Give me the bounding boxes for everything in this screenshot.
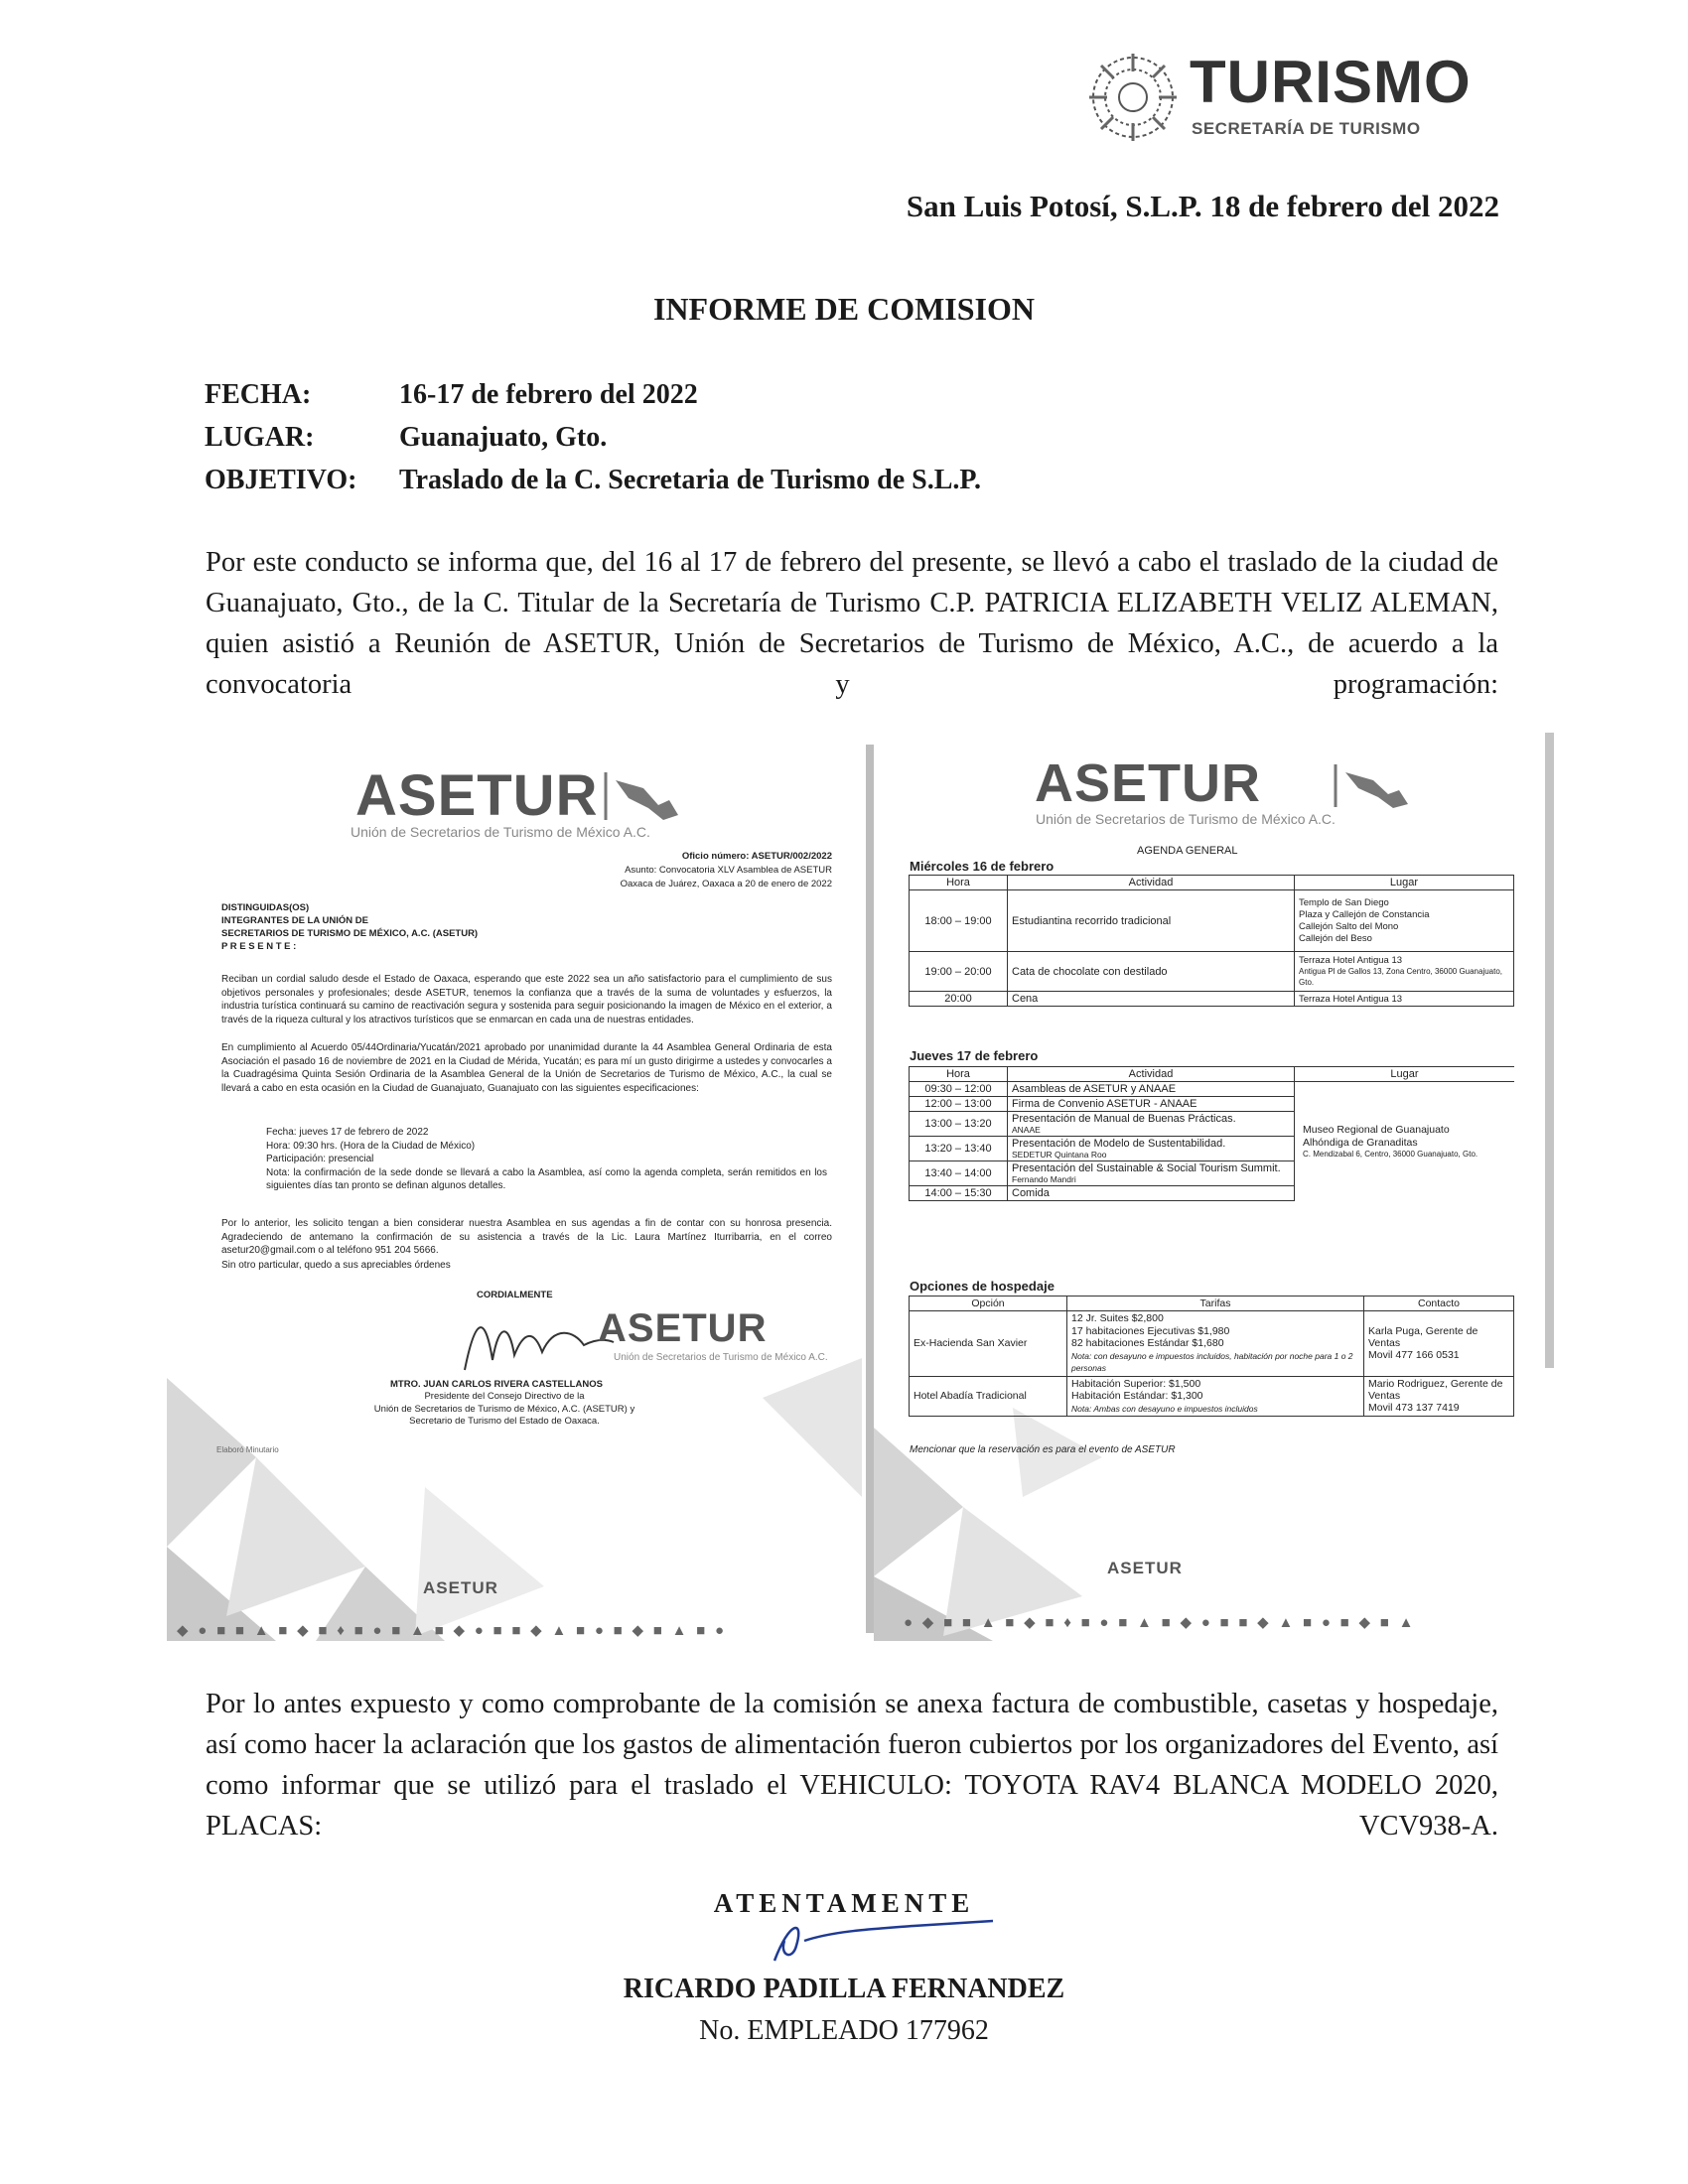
table-row bbox=[910, 1082, 1515, 1097]
table-row bbox=[910, 952, 1514, 992]
contacto-line: Movil 473 137 7419 bbox=[1368, 1402, 1460, 1415]
lugar-line: Templo de San Diego bbox=[1299, 896, 1389, 908]
cell-actividad: Cata de chocolate con destilado bbox=[1008, 952, 1295, 992]
signer-role-line: Unión de Secretarios de Turismo de México, A.C. (ASETUR) y bbox=[373, 1403, 635, 1415]
letter-paragraph-2: En cumplimiento al Acuerdo 05/44Ordinaria/Yucatán/2021 aprobado por unanimidad durante la 44 Asamblea General Ordinaria de esta Asociación el pasado 16 de noviembre de 2021 en la Ciudad de Mérida, Yucatán; es para mí un gusto dirigirme a ustedes y convocarles a la Cuadragésima Quinta Sesión Ordinaria de la Asamblea General de la Unión de Secretarios de Turismo de México, A.C., la cual se llevará a cabo en esta ocasión en la Ciudad de Guanajuato, Guanajuato con las siguientes especificaciones: bbox=[221, 1042, 832, 1094]
table-row bbox=[910, 1311, 1514, 1377]
letter-paragraph-4: Sin otro particular, quedo a sus apreciables órdenes bbox=[221, 1260, 451, 1271]
letter-brand-sub: Unión de Secretarios de Turismo de México A.C. bbox=[351, 824, 650, 840]
letter-asunto: Asunto: Convocatoria XLV Asamblea de ASETUR bbox=[625, 865, 832, 876]
letter-stamp-brand: ASETUR bbox=[598, 1306, 768, 1350]
cell-hora: 09:30 – 12:00 bbox=[910, 1082, 1008, 1097]
spec-hora: Hora: 09:30 hrs. (Hora de la Ciudad de México) bbox=[266, 1140, 476, 1152]
meta-key: OBJETIVO: bbox=[205, 465, 357, 495]
logo-title: TURISMO bbox=[1190, 49, 1472, 115]
lugar-line: Museo Regional de Guanajuato bbox=[1303, 1123, 1450, 1136]
lugar-line: Terraza Hotel Antigua 13 bbox=[1299, 955, 1403, 966]
agenda-title: AGENDA GENERAL bbox=[1137, 845, 1238, 857]
intro-paragraph: Por este conducto se informa que, del 16 al 17 de febrero del presente, se llevó a cabo el traslado de la ciudad de Guanajuato, Gto., de la C. Titular de la Secretaría de Turismo C.P. PATRICIA ELIZABETH VELIZ ALEMAN, quien asistió a Reunión de ASETUR, Unión de Secretarios de Turismo de México, A.C., de acuerdo a la convocatoria y programación: bbox=[206, 547, 1498, 700]
agenda-brand-sub: Unión de Secretarios de Turismo de México A.C. bbox=[1036, 811, 1336, 827]
tarifa-line: 12 Jr. Suites $2,800 bbox=[1071, 1312, 1164, 1324]
lugar-line: Callejón del Beso bbox=[1299, 932, 1372, 944]
state-shields-strip: ● ◆ ■ ■ ▲ ■ ◆ ■ ♦ ■ ● ■ ▲ ■ ◆ ● ■ ■ ◆ ▲ ■ ● ■ ◆ ■ ▲ bbox=[904, 1615, 1417, 1631]
signer-role-line: Secretario de Turismo del Estado de Oaxaca. bbox=[409, 1416, 600, 1427]
day1-heading: Miércoles 16 de febrero bbox=[910, 859, 1055, 874]
cell-hora: 19:00 – 20:00 bbox=[910, 952, 1008, 992]
meta-value: 16-17 de febrero del 2022 bbox=[399, 379, 698, 410]
letter-signer-role bbox=[355, 1391, 653, 1429]
hosp-footnote: Mencionar que la reservación es para el evento de ASETUR bbox=[910, 1444, 1176, 1455]
cell-lugar bbox=[1295, 890, 1514, 952]
tarifa-line: 17 habitaciones Ejecutivas $1,980 bbox=[1071, 1324, 1230, 1337]
cell-actividad: Cena bbox=[1008, 992, 1295, 1007]
hosp-heading: Opciones de hospedaje bbox=[910, 1279, 1055, 1294]
cell-actividad bbox=[1008, 1137, 1295, 1161]
actividad-text: Presentación del Sustainable & Social Tourism Summit. bbox=[1012, 1162, 1281, 1174]
agenda-scan bbox=[874, 733, 1555, 1641]
asetur-map-icon bbox=[604, 770, 683, 830]
col-header: Lugar bbox=[1295, 1067, 1515, 1082]
col-header: Actividad bbox=[1008, 1067, 1295, 1082]
agenda-brand: ASETUR bbox=[1035, 753, 1262, 813]
signature-salutation: ATENTAMENTE bbox=[713, 1888, 975, 1918]
day2-heading: Jueves 17 de febrero bbox=[910, 1048, 1039, 1063]
table-row bbox=[910, 890, 1514, 952]
contacto-line: Karla Puga, Gerente de Ventas bbox=[1368, 1325, 1478, 1350]
lugar-line: Callejón Salto del Mono bbox=[1299, 920, 1399, 932]
meta-lugar bbox=[205, 422, 607, 454]
letter-place-date: Oaxaca de Juárez, Oaxaca a 20 de enero de 2022 bbox=[620, 879, 832, 889]
lugar-line: Alhóndiga de Granaditas bbox=[1303, 1136, 1418, 1149]
meta-key: FECHA: bbox=[205, 379, 312, 410]
signature-employee-number: No. EMPLEADO 177962 bbox=[699, 2015, 989, 2046]
spec-nota: Nota: la confirmación de la sede donde se llevará a cabo la Asamblea, así como la agenda completa, serán remitidos en los siguientes días tan pronto se definan algunos detalles. bbox=[266, 1166, 827, 1191]
table-row bbox=[910, 992, 1514, 1007]
cell-hora: 18:00 – 19:00 bbox=[910, 890, 1008, 952]
spec-fecha: Fecha: jueves 17 de febrero de 2022 bbox=[266, 1127, 429, 1138]
cell-hora: 13:40 – 14:00 bbox=[910, 1161, 1008, 1186]
day2-table bbox=[909, 1066, 1514, 1201]
cell-tarifas bbox=[1067, 1376, 1364, 1417]
signature-name: RICARDO PADILLA FERNANDEZ bbox=[623, 1974, 1065, 2004]
addressee-line: SECRETARIOS DE TURISMO DE MÉXICO, A.C. (ASETUR) bbox=[221, 928, 479, 939]
actividad-sub: Fernando Mandri bbox=[1012, 1174, 1076, 1184]
col-header: Opción bbox=[910, 1297, 1067, 1311]
meta-value: Traslado de la C. Secretaria de Turismo de S.L.P. bbox=[399, 465, 981, 495]
cell-contacto bbox=[1364, 1311, 1514, 1377]
tarifa-line: Habitación Estándar: $1,300 bbox=[1071, 1390, 1203, 1402]
table-row bbox=[910, 1376, 1514, 1417]
cell-opcion: Ex-Hacienda San Xavier bbox=[910, 1311, 1067, 1377]
handwritten-signature bbox=[735, 1901, 1003, 1971]
col-header: Contacto bbox=[1364, 1297, 1514, 1311]
letter-closing: CORDIALMENTE bbox=[477, 1290, 553, 1300]
actividad-text: Presentación de Manual de Buenas Prácticas. bbox=[1012, 1113, 1236, 1125]
day1-table bbox=[909, 875, 1514, 1007]
letter-paragraph-1: Reciban un cordial saludo desde el Estado de Oaxaca, esperando que este 2022 sea un año satisfactorio para el cumplimiento de sus objetivos personales y profesionales; desde ASETUR, tenemos la confianza que a través de la suma de voluntades y esfuerzos, la industria turística continuará su camino de reactivación segura y sostenida para seguir posicionando la imagen de México en el exterior, a través de la riqueza cultural y los atractivos turísticos que se enmarcan en cada una de nuestras entidades. bbox=[221, 974, 832, 1025]
tarifa-line: 82 habitaciones Estándar $1,680 bbox=[1071, 1337, 1224, 1349]
agenda-footer-brand: ASETUR bbox=[1107, 1559, 1183, 1577]
asetur-map-icon bbox=[1334, 762, 1413, 817]
state-shields-strip: ◆ ● ■ ■ ▲ ■ ◆ ■ ♦ ■ ● ■ ▲ ■ ◆ ● ■ ■ ◆ ▲ ■ ● ■ ◆ ■ ▲ ■ ● bbox=[177, 1623, 728, 1639]
letter-footer-brand: ASETUR bbox=[423, 1578, 498, 1597]
meta-fecha bbox=[205, 379, 698, 411]
col-header: Actividad bbox=[1008, 876, 1295, 890]
cell-hora: 12:00 – 13:00 bbox=[910, 1097, 1008, 1112]
spec-participacion: Participación: presencial bbox=[266, 1154, 374, 1164]
cell-actividad: Estudiantina recorrido tradicional bbox=[1008, 890, 1295, 952]
cell-hora: 14:00 – 15:30 bbox=[910, 1186, 1008, 1201]
document-title: INFORME DE COMISION bbox=[652, 291, 1035, 327]
cell-hora: 20:00 bbox=[910, 992, 1008, 1007]
cell-opcion: Hotel Abadía Tradicional bbox=[910, 1376, 1067, 1417]
convocatoria-letter-scan bbox=[167, 733, 862, 1641]
cell-actividad: Comida bbox=[1008, 1186, 1295, 1201]
letter-paragraph-3: Por lo anterior, les solicito tengan a bien considerar nuestra Asamblea en sus agendas a fin de contar con su honrosa presencia. Agradeciendo de antemano la confirmación de su asistencia a través de la Lic. Laura Martínez Iturribarria, en el correo asetur20@gmail.com o al teléfono 951 204 5666. bbox=[221, 1218, 832, 1256]
actividad-text: Presentación de Modelo de Sustentabilidad. bbox=[1012, 1138, 1226, 1150]
cell-tarifas bbox=[1067, 1311, 1364, 1377]
lugar-line: Plaza y Callejón de Constancia bbox=[1299, 908, 1430, 920]
actividad-sub: ANAAE bbox=[1012, 1125, 1041, 1135]
lugar-line: C. Mendizabal 6, Centro, 36000 Guanajuato, Gto. bbox=[1303, 1149, 1478, 1159]
cell-actividad bbox=[1008, 1161, 1295, 1186]
meta-value: Guanajuato, Gto. bbox=[399, 422, 608, 453]
tarifa-line: Habitación Superior: $1,500 bbox=[1071, 1377, 1201, 1390]
letter-signer: MTRO. JUAN CARLOS RIVERA CASTELLANOS bbox=[390, 1379, 603, 1390]
turismo-seal-icon bbox=[1087, 52, 1179, 143]
letter-initials: Elaboró Minutario bbox=[216, 1445, 279, 1454]
lugar-line: Antigua Pl de Gallos 13, Zona Centro, 36000 Guanajuato, Gto. bbox=[1299, 967, 1503, 987]
tarifa-nota: Nota: Ambas con desayuno e impuestos incluidos bbox=[1071, 1403, 1258, 1414]
signer-role-line: Presidente del Consejo Directivo de la bbox=[424, 1391, 585, 1402]
actividad-sub: SEDETUR Quintana Roo bbox=[1012, 1150, 1107, 1160]
contacto-line: Mario Rodriguez, Gerente de Ventas bbox=[1368, 1378, 1503, 1403]
letter-stamp-sub: Unión de Secretarios de Turismo de México A.C. bbox=[614, 1352, 828, 1363]
col-header: Lugar bbox=[1295, 876, 1514, 890]
meta-key: LUGAR: bbox=[205, 422, 315, 453]
addressee-line: INTEGRANTES DE LA UNIÓN DE bbox=[221, 915, 368, 926]
hosp-table bbox=[909, 1296, 1514, 1417]
logo-subtitle: SECRETARÍA DE TURISMO bbox=[1192, 119, 1421, 138]
closing-paragraph: Por lo antes expuesto y como comprobante de la comisión se anexa factura de combustible, casetas y hospedaje, así como hacer la aclaración que los gastos de alimentación fueron cubiertos por los organizadores del Evento, así como informar que se utilizó para el traslado el VEHICULO: TOYOTA RAV4 BLANCA MODELO 2020, PLACAS: VCV938-A. bbox=[206, 1689, 1498, 1842]
tarifa-nota: Nota: con desayuno e impuestos incluidos, habitación por noche para 1 o 2 personas bbox=[1071, 1350, 1353, 1373]
scan-right-edge bbox=[1545, 733, 1554, 1368]
col-header: Hora bbox=[910, 876, 1008, 890]
meta-objetivo bbox=[205, 465, 981, 496]
cell-hora: 13:00 – 13:20 bbox=[910, 1112, 1008, 1137]
cell-actividad bbox=[1008, 1112, 1295, 1137]
cell-lugar bbox=[1295, 1082, 1515, 1201]
cell-actividad: Asambleas de ASETUR y ANAAE bbox=[1008, 1082, 1295, 1097]
col-header: Tarifas bbox=[1067, 1297, 1364, 1311]
letter-oficio: Oficio número: ASETUR/002/2022 bbox=[681, 851, 832, 862]
letter-addressee bbox=[221, 901, 478, 953]
cell-actividad: Firma de Convenio ASETUR - ANAAE bbox=[1008, 1097, 1295, 1112]
col-header: Hora bbox=[910, 1067, 1008, 1082]
addressee-line: P R E S E N T E : bbox=[221, 941, 297, 952]
cell-lugar: Terraza Hotel Antigua 13 bbox=[1295, 992, 1514, 1007]
cell-hora: 13:20 – 13:40 bbox=[910, 1137, 1008, 1161]
contacto-line: Movil 477 166 0531 bbox=[1368, 1349, 1460, 1362]
cell-contacto bbox=[1364, 1376, 1514, 1417]
letter-specs bbox=[266, 1126, 827, 1193]
addressee-line: DISTINGUIDAS(OS) bbox=[221, 902, 310, 913]
place-date: San Luis Potosí, S.L.P. 18 de febrero del 2022 bbox=[906, 189, 1499, 223]
cell-lugar bbox=[1295, 952, 1514, 992]
letter-brand: ASETUR bbox=[355, 763, 599, 828]
